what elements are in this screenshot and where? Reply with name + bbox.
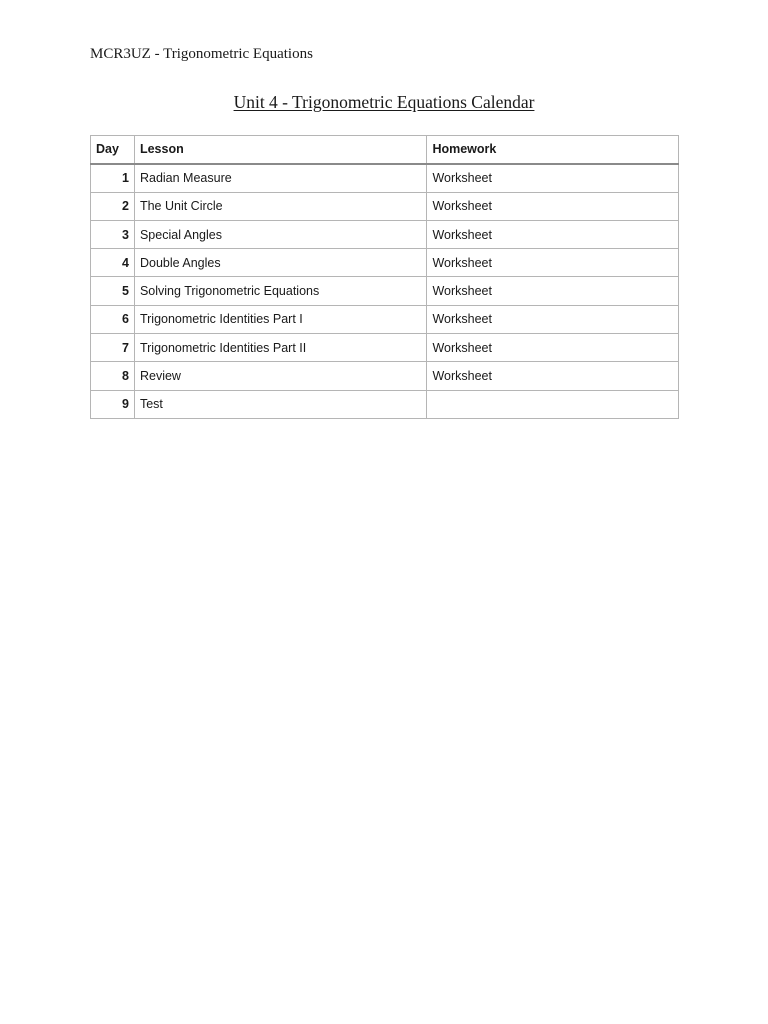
lesson-cell: The Unit Circle bbox=[134, 192, 426, 220]
homework-cell: Worksheet bbox=[427, 334, 679, 362]
column-header-day: Day bbox=[91, 136, 135, 164]
table-header-row bbox=[91, 136, 679, 164]
day-cell: 2 bbox=[91, 192, 135, 220]
homework-cell: Worksheet bbox=[427, 277, 679, 305]
table-row bbox=[91, 277, 679, 305]
lesson-cell: Review bbox=[134, 362, 426, 390]
table-row bbox=[91, 164, 679, 192]
day-cell: 7 bbox=[91, 334, 135, 362]
day-cell: 5 bbox=[91, 277, 135, 305]
table-row bbox=[91, 305, 679, 333]
lesson-cell: Solving Trigonometric Equations bbox=[134, 277, 426, 305]
homework-cell: Worksheet bbox=[427, 305, 679, 333]
document-header: MCR3UZ - Trigonometric Equations bbox=[90, 46, 313, 62]
lesson-cell: Special Angles bbox=[134, 220, 426, 248]
homework-cell: Worksheet bbox=[427, 220, 679, 248]
homework-cell bbox=[427, 390, 679, 418]
table-row bbox=[91, 334, 679, 362]
day-cell: 1 bbox=[91, 164, 135, 192]
table-row bbox=[91, 220, 679, 248]
column-header-homework: Homework bbox=[427, 136, 679, 164]
homework-cell: Worksheet bbox=[427, 164, 679, 192]
lesson-cell: Double Angles bbox=[134, 249, 426, 277]
table-row bbox=[91, 362, 679, 390]
day-cell: 9 bbox=[91, 390, 135, 418]
lesson-cell: Radian Measure bbox=[134, 164, 426, 192]
calendar-table bbox=[90, 135, 679, 419]
day-cell: 4 bbox=[91, 249, 135, 277]
lesson-cell: Test bbox=[134, 390, 426, 418]
table-row bbox=[91, 390, 679, 418]
day-cell: 6 bbox=[91, 305, 135, 333]
page-title: Unit 4 - Trigonometric Equations Calendar bbox=[233, 92, 535, 112]
lesson-cell: Trigonometric Identities Part I bbox=[134, 305, 426, 333]
lesson-cell: Trigonometric Identities Part II bbox=[134, 334, 426, 362]
column-header-lesson: Lesson bbox=[134, 136, 426, 164]
homework-cell: Worksheet bbox=[427, 249, 679, 277]
table-row bbox=[91, 192, 679, 220]
homework-cell: Worksheet bbox=[427, 192, 679, 220]
day-cell: 3 bbox=[91, 220, 135, 248]
homework-cell: Worksheet bbox=[427, 362, 679, 390]
day-cell: 8 bbox=[91, 362, 135, 390]
table-row bbox=[91, 249, 679, 277]
